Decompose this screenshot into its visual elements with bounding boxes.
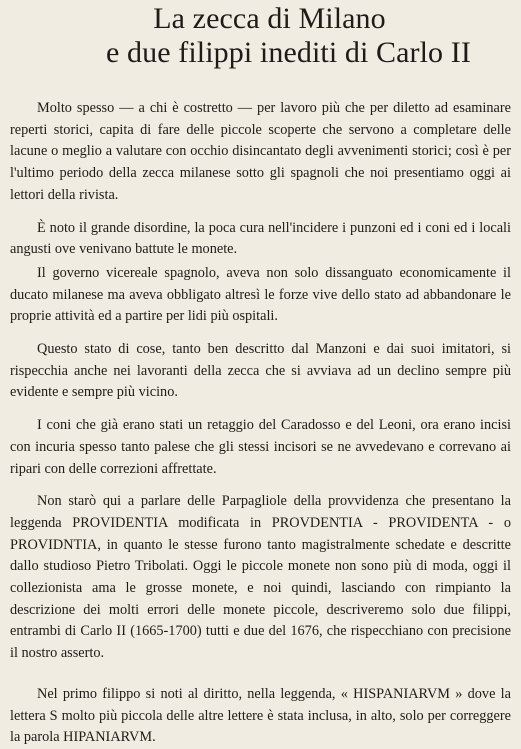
paragraph-2: È noto il grande disordine, la poca cura nell'incidere i punzoni ed i coni ed i locali angusti ove venivano battute le monete. [10, 219, 511, 258]
paragraph-6: Non starò qui a parlare delle Parpagliole della provvidenza che presentano la leggenda PROVIDENTIA modificata in PROVDENTIA - PROVIDENTA - o PROVIDNTIA, in quanto le stesse furono tanto magistralmente schedate e descritte dallo studioso Pietro Tribolati. Oggi le piccole monete non sono più di moda, oggi il collezionista ama le grosse monete, e noi quindi, lasciando con rimpianto la descrizione dei molti errori delle monete piccole, descriveremo solo due filippi, entrambi di Carlo II (1665-1700) tutti e due del 1676, che rispecchiano con precisione il nostro asserto. [10, 493, 511, 662]
paragraph-4: Questo stato di cose, tanto ben descritto dal Manzoni e dai suoi imitatori, si rispecchia anche nei lavoranti della zecca che si avviava ad un declino sempre più evidente e sempre più vicino. [10, 341, 511, 401]
title-line-1: La zecca di Milano [153, 2, 386, 35]
article-title [10, 0, 511, 70]
article-body [10, 98, 511, 749]
title-line-2: e due filippi inediti di Carlo II [106, 36, 471, 69]
paragraph-7: Nel primo filippo si noti al diritto, nella leggenda, « HISPANIARVM » dove la lettera S molto più piccola delle altre lettere è stata inclusa, in alto, solo per correggere la parola HIPANIARVM. [10, 685, 511, 746]
paragraph-5: I coni che già erano stati un retaggio del Caradosso e del Leoni, ora erano incisi con incuria spesso tanto palese che gli stessi incisori se ne avvedevano e correvano ai ripari con delle correzioni affrettate. [10, 417, 511, 477]
paragraph-3: Il governo vicereale spagnolo, aveva non solo dissanguato economicamente il ducato milanese ma aveva obbligato altresì le forze vive dello stato ad abbandonare le proprie attività ed a partire per lidi più ospitali. [10, 264, 511, 325]
paragraph-1: Molto spesso — a chi è costretto — per lavoro più che per diletto ad esaminare reperti storici, capita di fare delle piccole scoperte che servono a completare delle lacune o meglio a valutare con occhio disincantato degli avvenimenti storici; così è per l'ultimo periodo della zecca milanese sotto gli spagnoli che noi presentiamo oggi ai lettori della rivista. [10, 100, 511, 203]
